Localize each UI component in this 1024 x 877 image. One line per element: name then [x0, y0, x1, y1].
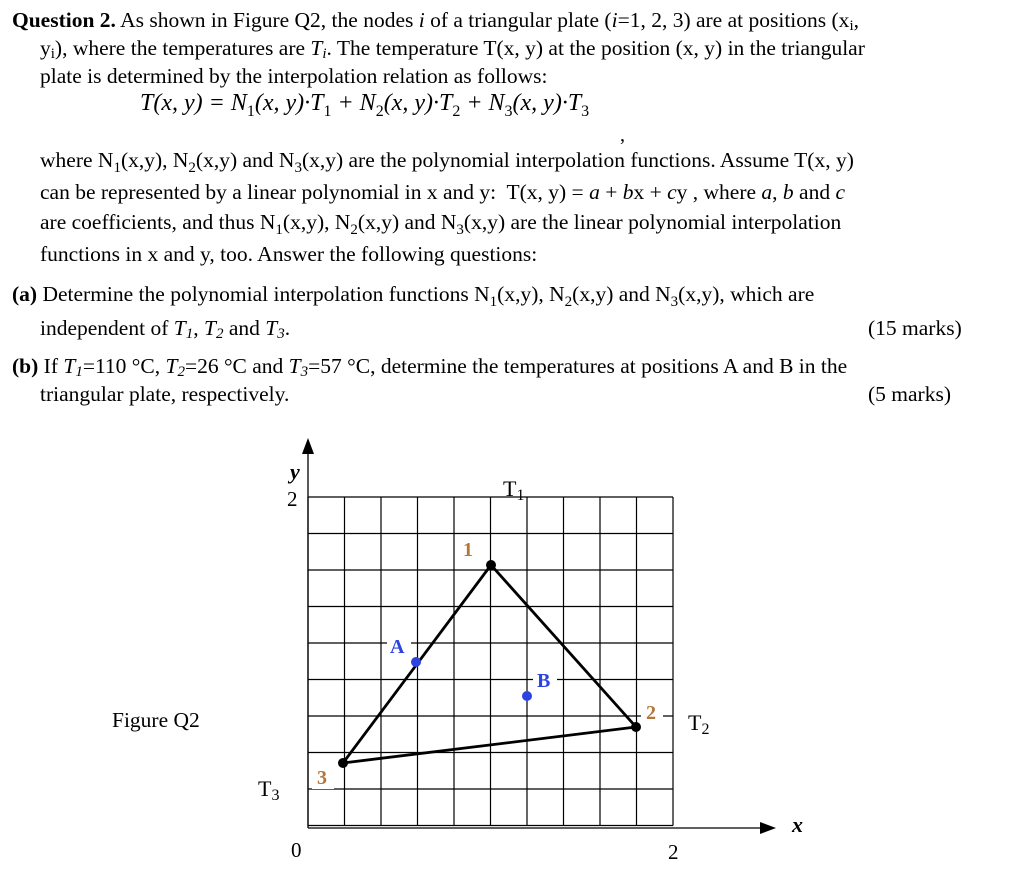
part-a-marks: (15 marks)	[868, 316, 962, 340]
node-1-label: 1	[463, 539, 473, 561]
part-b-line-1: (b) If T1=110 °C, T2=26 °C and T3=57 °C, determine the temperatures at positions A and B in the	[12, 354, 848, 380]
part-a-line-2: independent of T1, T2 and T3.	[40, 316, 291, 342]
part-b-line-2: triangular plate, respectively.	[40, 382, 290, 406]
question-line-4: where $N_1(x,y)$, $N_2(x,y)$ and $N_3(x,y)$ are the polynomial interpolation functions. Assume T(x, y)	[40, 148, 854, 176]
question-line-3: plate is determined by the interpolation relation as follows:	[40, 64, 548, 88]
node-3-dot	[338, 758, 348, 768]
point-b-label: B	[537, 670, 551, 692]
node-2-dot	[631, 722, 641, 732]
node-3-label: 3	[317, 767, 327, 789]
question-line-7: functions in x and y, too. Answer the following questions:	[40, 242, 538, 266]
temp-1-label: T1	[503, 476, 525, 504]
question-line-1: Question 2. As shown in Figure Q2, the nodes i of a triangular plate (i=1, 2, 3) are at positions (xi,	[12, 8, 859, 34]
x-axis-arrow	[760, 822, 776, 834]
temp-2-label: T2	[688, 710, 710, 738]
part-a-label: (a)	[12, 282, 38, 306]
x-tick-2: 2	[668, 840, 679, 864]
y-tick-2: 2	[287, 487, 298, 511]
node-1-dot	[486, 560, 496, 570]
question-line-2: yi), where the temperatures are Ti. The temperature T(x, y) at the position (x, y) in the triangular	[40, 36, 865, 62]
y-axis-arrow	[302, 438, 314, 454]
part-b-marks: (5 marks)	[868, 382, 951, 406]
equation-comma: ,	[620, 124, 625, 146]
point-b-dot	[522, 691, 532, 701]
y-axis-label: y	[290, 459, 300, 484]
question-label: Question 2.	[12, 8, 116, 32]
node-2-label: 2	[646, 702, 656, 724]
point-a-label: A	[390, 636, 405, 658]
x-tick-0: 0	[291, 838, 302, 862]
question-line-6: are coefficients, and thus $N_1(x,y)$, $N_2(x,y)$ and $N_3(x,y)$ are the linear polynomial interpolation	[40, 210, 842, 238]
part-a-line-1: (a) Determine the polynomial interpolation functions $N_1(x,y)$, $N_2(x,y)$ and $N_3(x,y)$, which are	[12, 282, 815, 310]
figure-caption: Figure Q2	[112, 708, 200, 732]
point-a-dot	[411, 657, 421, 667]
temp-3-sub: 3	[271, 787, 280, 804]
temp-1-sub: 1	[516, 487, 525, 504]
triangular-plate	[343, 565, 636, 763]
grid	[308, 497, 673, 826]
interpolation-equation: T(x, $y) = N_1(x$, $y)\cdot T_1 + N_2(x$, $y)\cdot T_2 + N_3(x$, $y)\cdot T_3$	[140, 90, 590, 120]
question-line-5: can be represented by a linear polynomial in x and y: T(x, y) = a + bx + cy , where a, b and c	[40, 180, 846, 204]
temp-3-label: T3	[258, 776, 280, 804]
temp-2-sub: 2	[701, 721, 710, 738]
x-axis-label: x	[792, 812, 803, 837]
part-b-label: (b)	[12, 354, 39, 378]
